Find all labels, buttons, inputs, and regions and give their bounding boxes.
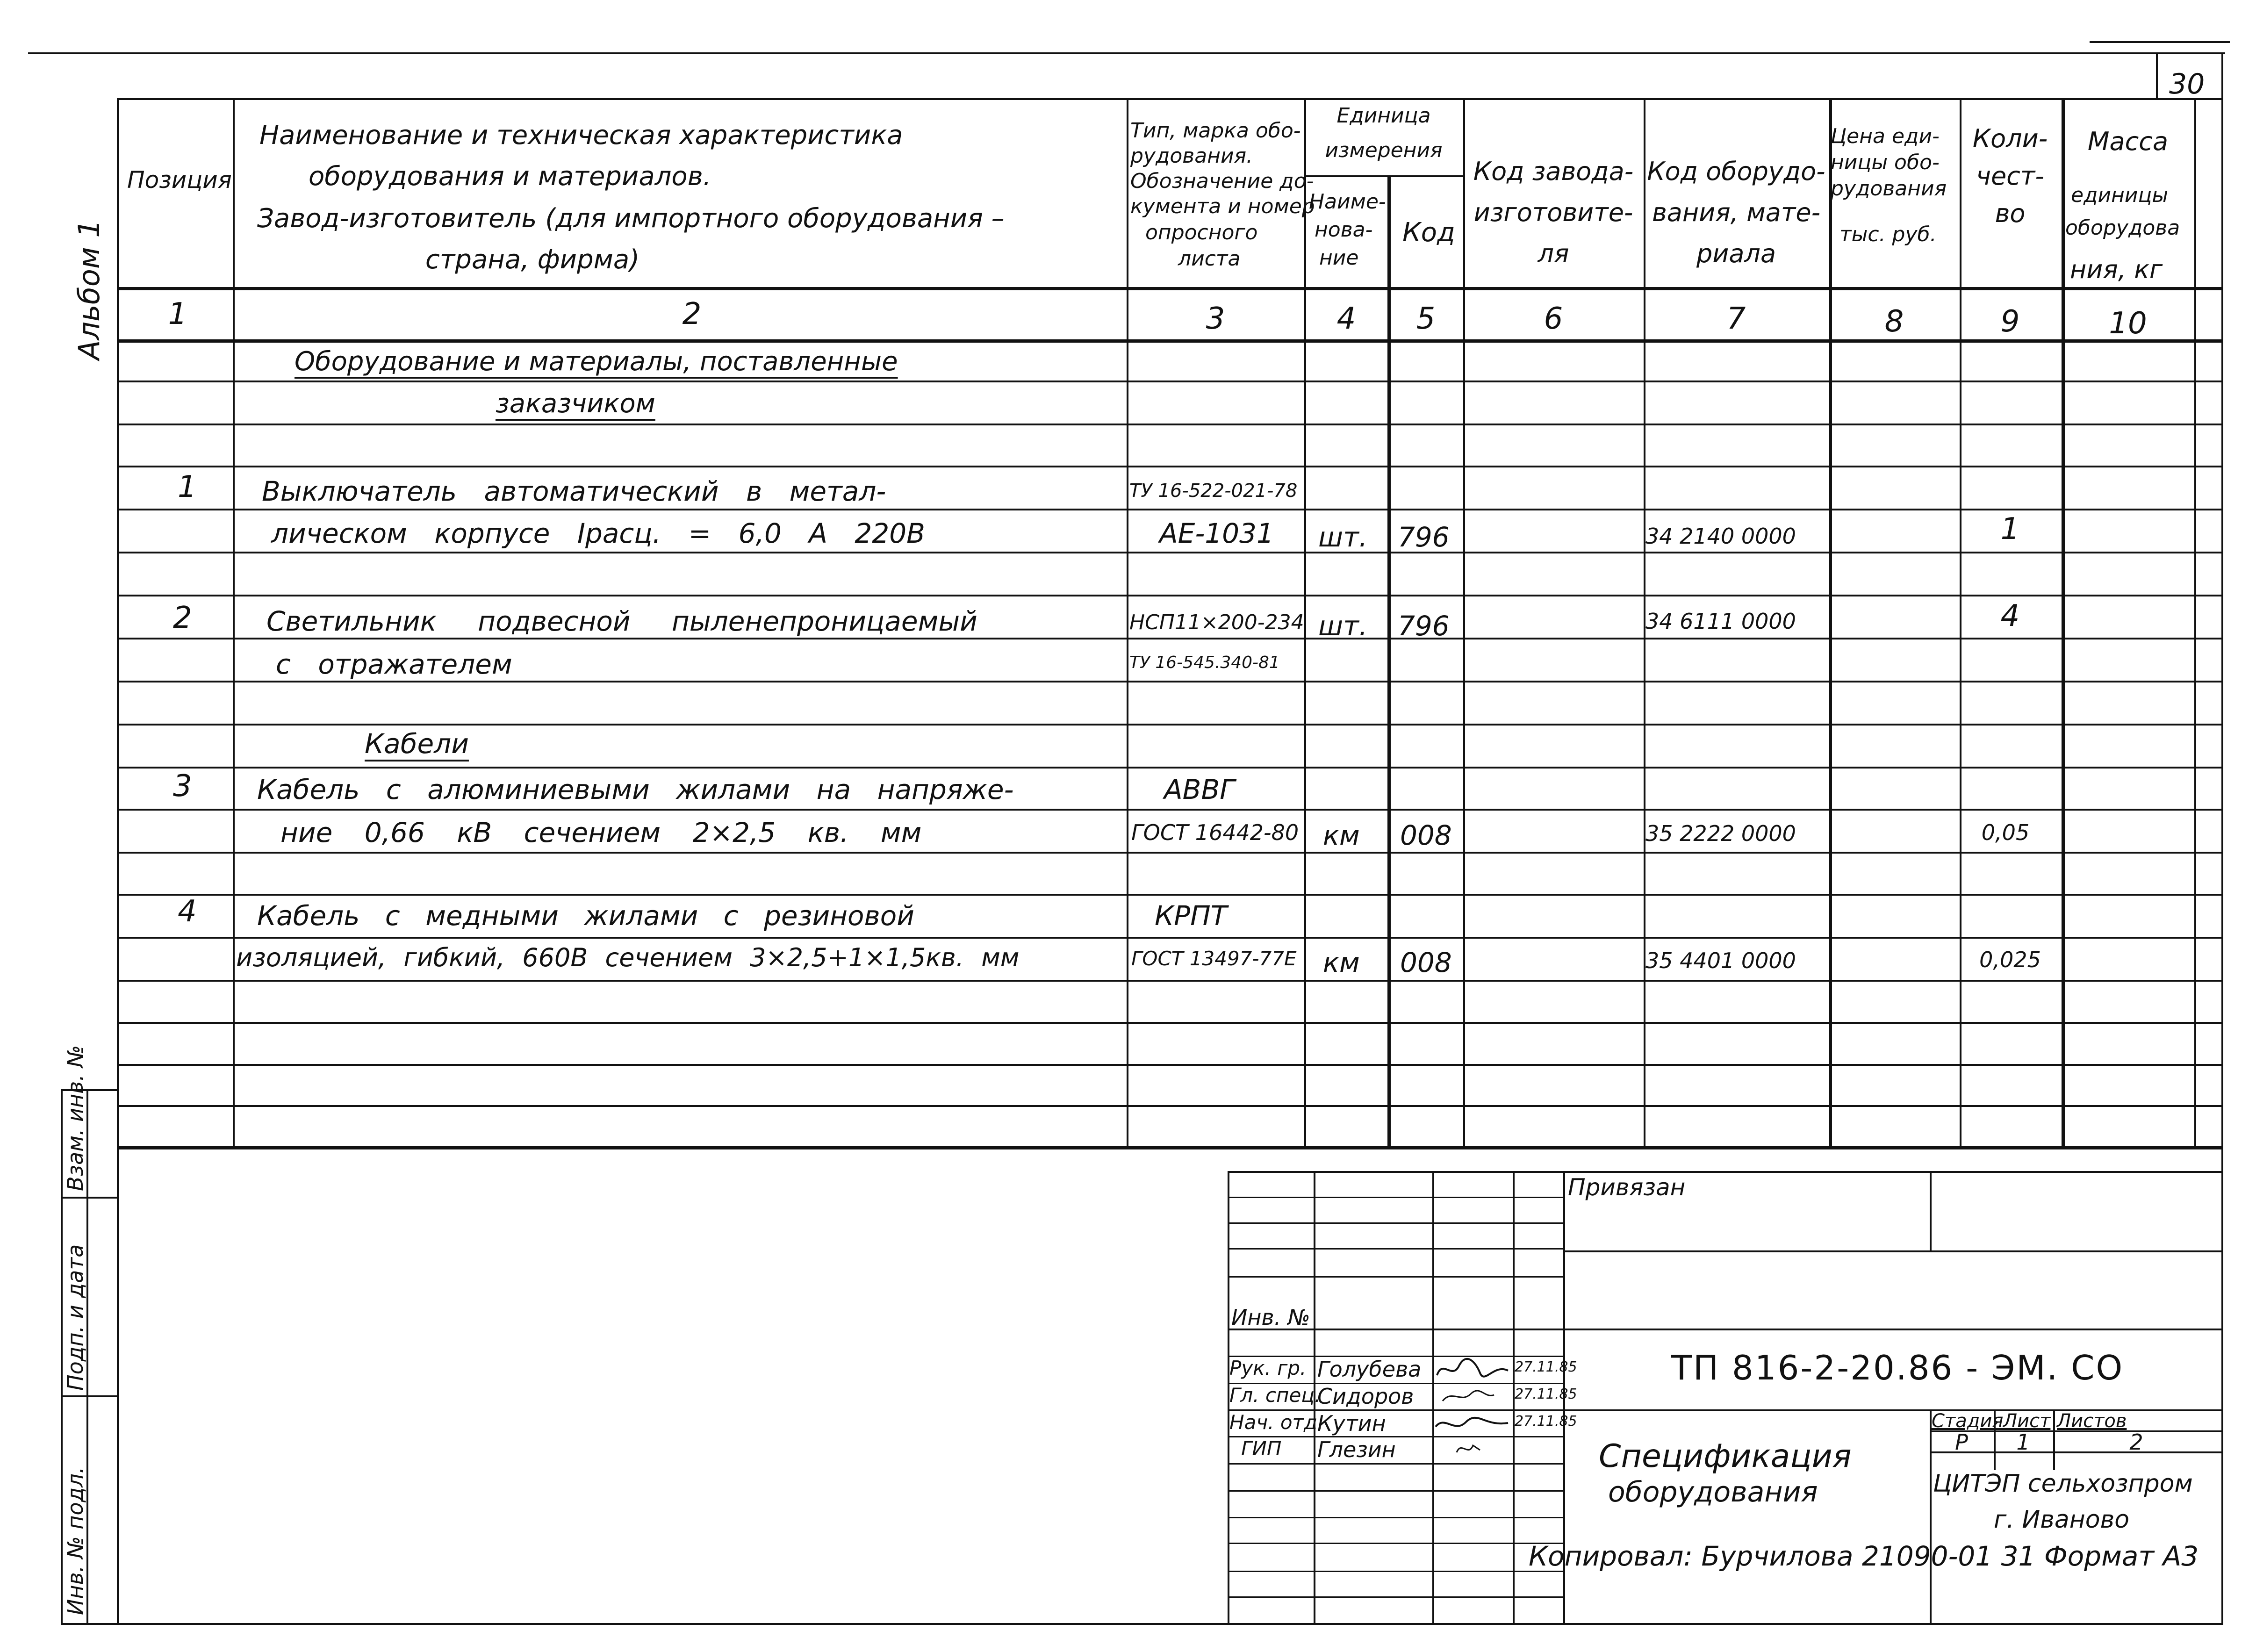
header-factory-code: изготовите- [1473, 198, 1633, 227]
title-block-line [1228, 1248, 1563, 1250]
item-quantity: 4 [2000, 599, 2020, 633]
header-factory-code: Код завода- [1473, 157, 1634, 186]
row-line [117, 466, 2222, 467]
row-line [117, 1022, 2222, 1024]
side-stamp-line [61, 1197, 117, 1199]
header-unit-name: ние [1319, 246, 1359, 270]
row-line [117, 980, 2222, 982]
privyazan-label: Привязан [1568, 1174, 1686, 1201]
unit-subheader-line [1304, 175, 1463, 177]
item-code: 008 [1400, 819, 1452, 851]
header-unit-name: нова- [1315, 218, 1373, 242]
header-unit-code: Код [1402, 217, 1455, 248]
header-mass: единицы [2071, 183, 2169, 207]
item-doc: ГОСТ 16442-80 [1131, 820, 1299, 845]
item-position: 4 [178, 894, 197, 929]
header-mass: оборудова [2065, 216, 2180, 240]
item-doc: АЕ-1031 [1159, 517, 1274, 549]
side-label-inv-original: Инв. № подл. [63, 1466, 88, 1615]
section-title: Кабели [365, 728, 469, 760]
col-line [2062, 98, 2065, 1147]
header-price: тыс. руб. [1839, 223, 1937, 246]
signatures-svg [1433, 1357, 1513, 1464]
header-type-line: опросного [1145, 221, 1258, 244]
document-title: оборудования [1608, 1476, 1818, 1508]
header-price: рудования [1831, 177, 1947, 201]
document-code: ТП 816-2-20.86 - ЭМ. СО [1671, 1348, 2124, 1387]
sheets-label: Листов [2057, 1410, 2127, 1432]
header-price: ницы обо- [1831, 151, 1940, 174]
column-number: 7 [1726, 302, 1746, 336]
item-doc: НСП11×200-234 [1129, 611, 1304, 634]
header-quantity: Коли- [1972, 124, 2048, 153]
row-line [117, 681, 2222, 682]
row-line [117, 381, 2222, 382]
column-number: 3 [1206, 302, 1225, 336]
role: Гл. спец. [1229, 1384, 1321, 1407]
title-block-line [1563, 1250, 2222, 1252]
sign-date: 27.11.85 [1515, 1386, 1577, 1402]
header-type-line: кумента и номер [1130, 194, 1315, 218]
row-line [117, 724, 2222, 725]
side-stamp-line [61, 1395, 117, 1397]
section-title: заказчиком [496, 388, 655, 419]
col-line [1387, 175, 1391, 1147]
column-number: 5 [1416, 302, 1436, 336]
title-block-line [1228, 1596, 1563, 1598]
item-code: 008 [1400, 947, 1452, 978]
header-quantity: во [1995, 199, 2026, 228]
column-number: 6 [1544, 302, 1563, 336]
title-block-line [1228, 1222, 1563, 1224]
title-block-line [1228, 1276, 1563, 1278]
title-block-line [1228, 1490, 1563, 1492]
item-doc: КРПТ [1155, 900, 1228, 932]
col-line [1127, 98, 1128, 1147]
item-doc: ТУ 16-545.340-81 [1129, 653, 1280, 672]
col-line [1304, 98, 1306, 1147]
item-equipment-code: 34 2140 0000 [1645, 524, 1796, 549]
document-title: Спецификация [1599, 1438, 1852, 1475]
header-price: Цена еди- [1831, 124, 1940, 148]
title-block-line [1228, 1571, 1563, 1572]
row-line [117, 552, 2222, 553]
item-equipment-code: 35 2222 0000 [1645, 821, 1796, 846]
title-block-line [1228, 1197, 1563, 1198]
col-line [1829, 98, 1832, 1147]
column-number: 4 [1336, 302, 1356, 336]
header-mass: ния, кг [2070, 255, 2163, 284]
title-block-line [2053, 1409, 2055, 1470]
person-name: Голубева [1317, 1357, 1422, 1382]
row-line [117, 1105, 2222, 1107]
top-border-line [28, 52, 2225, 54]
section-title: Оборудование и материалы, поставленные [295, 346, 898, 377]
item-name: Кабель с медными жилами с резиновой [257, 900, 914, 932]
title-block-line [1228, 1171, 2222, 1173]
item-quantity: 0,05 [1981, 820, 2030, 845]
item-name: Светильник подвесной пыленепроницаемый [266, 605, 977, 637]
signature-golubeva [1437, 1359, 1508, 1377]
row-line [117, 1064, 2222, 1066]
sheet-label: Лист [2003, 1410, 2051, 1432]
item-name: изоляцией, гибкий, 660В сечением 3×2,5+1×1,5кв. мм [236, 943, 1020, 972]
footer-copied-by: Копировал: Бурчилова 21090-01 31 Формат А3 [1529, 1540, 2199, 1572]
row-line [117, 809, 2222, 811]
column-number: 8 [1884, 304, 1904, 339]
col-line [233, 98, 235, 1147]
header-quantity: чест- [1976, 161, 2044, 191]
city: г. Иваново [1994, 1506, 2130, 1534]
album-label: Альбом 1 [72, 219, 106, 360]
header-type-line: Тип, марка обо- [1130, 119, 1301, 143]
item-position: 1 [178, 470, 197, 504]
item-unit: км [1323, 819, 1360, 851]
header-mass: Масса [2087, 127, 2169, 156]
item-position: 3 [173, 769, 192, 804]
item-quantity: 1 [2000, 512, 2020, 546]
header-position: Позиция [127, 166, 232, 194]
row-line [117, 852, 2222, 854]
item-doc: ТУ 16-522-021-78 [1129, 480, 1298, 502]
item-position: 2 [173, 601, 192, 635]
signature-sidorov [1443, 1391, 1494, 1401]
header-bottom-line [117, 287, 2222, 290]
table-bottom-line [117, 1146, 2222, 1149]
person-name: Глезин [1317, 1437, 1396, 1462]
title-block-line [1228, 1329, 2222, 1330]
col-line [1463, 98, 1465, 1147]
role: ГИП [1241, 1437, 1282, 1460]
title-block-line [1228, 1517, 1563, 1518]
item-equipment-code: 34 6111 0000 [1645, 609, 1796, 634]
header-type-line: Обозначение до- [1130, 169, 1314, 193]
item-doc: ГОСТ 13497-77Е [1131, 947, 1297, 970]
row-line [117, 638, 2222, 639]
role: Рук. гр. [1229, 1357, 1307, 1379]
title-block-line [1228, 1543, 1563, 1544]
row-line [117, 767, 2222, 769]
item-unit: км [1323, 947, 1360, 978]
title-block-line [1228, 1463, 1563, 1465]
top-right-short-line [2090, 41, 2230, 43]
item-doc: АВВГ [1164, 774, 1235, 805]
person-name: Сидоров [1317, 1384, 1414, 1409]
title-block-line [1930, 1409, 1932, 1623]
header-equipment-code: вания, мате- [1652, 198, 1821, 227]
row-line [117, 937, 2222, 939]
row-line [117, 595, 2222, 596]
item-unit: шт. [1318, 521, 1368, 553]
sheet-value: 1 [2016, 1429, 2030, 1455]
header-name-line: страна, фирма) [425, 244, 640, 275]
signature-glezin [1457, 1445, 1480, 1452]
sheets-value: 2 [2129, 1429, 2143, 1455]
title-block-line [1930, 1451, 2222, 1453]
header-unit-group: измерения [1325, 138, 1443, 162]
column-number: 10 [2109, 306, 2147, 341]
organization: ЦИТЭП сельхозпром [1933, 1470, 2193, 1498]
col-line [2194, 98, 2196, 1147]
item-name: ние 0,66 кВ сечением 2×2,5 кв. мм [280, 817, 922, 848]
header-equipment-code: Код оборудо- [1647, 157, 1825, 186]
col-line [1960, 98, 1961, 1147]
table-top-line [117, 98, 2222, 100]
sign-date: 27.11.85 [1515, 1359, 1577, 1375]
header-unit-name: Наиме- [1309, 190, 1386, 214]
inv-label: Инв. № [1231, 1305, 1310, 1330]
item-name: Кабель с алюминиевыми жилами на напряже- [257, 774, 1014, 805]
signature-kutin [1436, 1418, 1508, 1427]
header-factory-code: ля [1538, 239, 1569, 268]
numbers-bottom-line [117, 339, 2222, 343]
header-equipment-code: риала [1696, 239, 1776, 268]
column-number: 2 [682, 297, 702, 331]
item-quantity: 0,025 [1979, 947, 2041, 972]
header-name-line: Наименование и техническая характеристика [259, 120, 903, 151]
person-name: Кутин [1317, 1411, 1386, 1436]
header-unit-group: Единица [1336, 104, 1431, 128]
header-type-line: листа [1178, 247, 1241, 271]
side-label-signature-date: Подп. и дата [63, 1244, 88, 1391]
item-equipment-code: 35 4401 0000 [1645, 948, 1796, 973]
side-label-replaced-inv: Взам. инв. № [63, 1045, 88, 1191]
row-line [117, 424, 2222, 425]
item-name: Выключатель автоматический в метал- [262, 475, 886, 507]
header-name-line: оборудования и материалов. [309, 161, 711, 192]
row-line [117, 894, 2222, 896]
left-frame-line [117, 98, 119, 1624]
header-name-line: Завод-изготовитель (для импортного оборудования – [257, 203, 1005, 234]
item-name: с отражателем [276, 648, 512, 680]
role: Нач. отд. [1229, 1411, 1324, 1434]
column-number: 9 [2000, 304, 2020, 339]
item-code: 796 [1398, 610, 1450, 642]
stage-label: Стадия [1932, 1410, 2004, 1432]
sign-date: 27.11.85 [1515, 1413, 1577, 1429]
item-name: лическом корпусе Iрасц. = 6,0 А 220В [271, 517, 925, 549]
stage-value: Р [1955, 1429, 1968, 1455]
title-block-line [1930, 1171, 1932, 1250]
row-line [117, 509, 2222, 510]
item-code: 796 [1398, 521, 1450, 553]
item-unit: шт. [1318, 610, 1368, 642]
column-number: 1 [168, 297, 187, 331]
header-type-line: рудования. [1130, 144, 1253, 168]
sheet-number: 30 [2169, 68, 2205, 101]
bottom-border-line [61, 1623, 2223, 1625]
sheet-number-box-left [2156, 52, 2158, 99]
